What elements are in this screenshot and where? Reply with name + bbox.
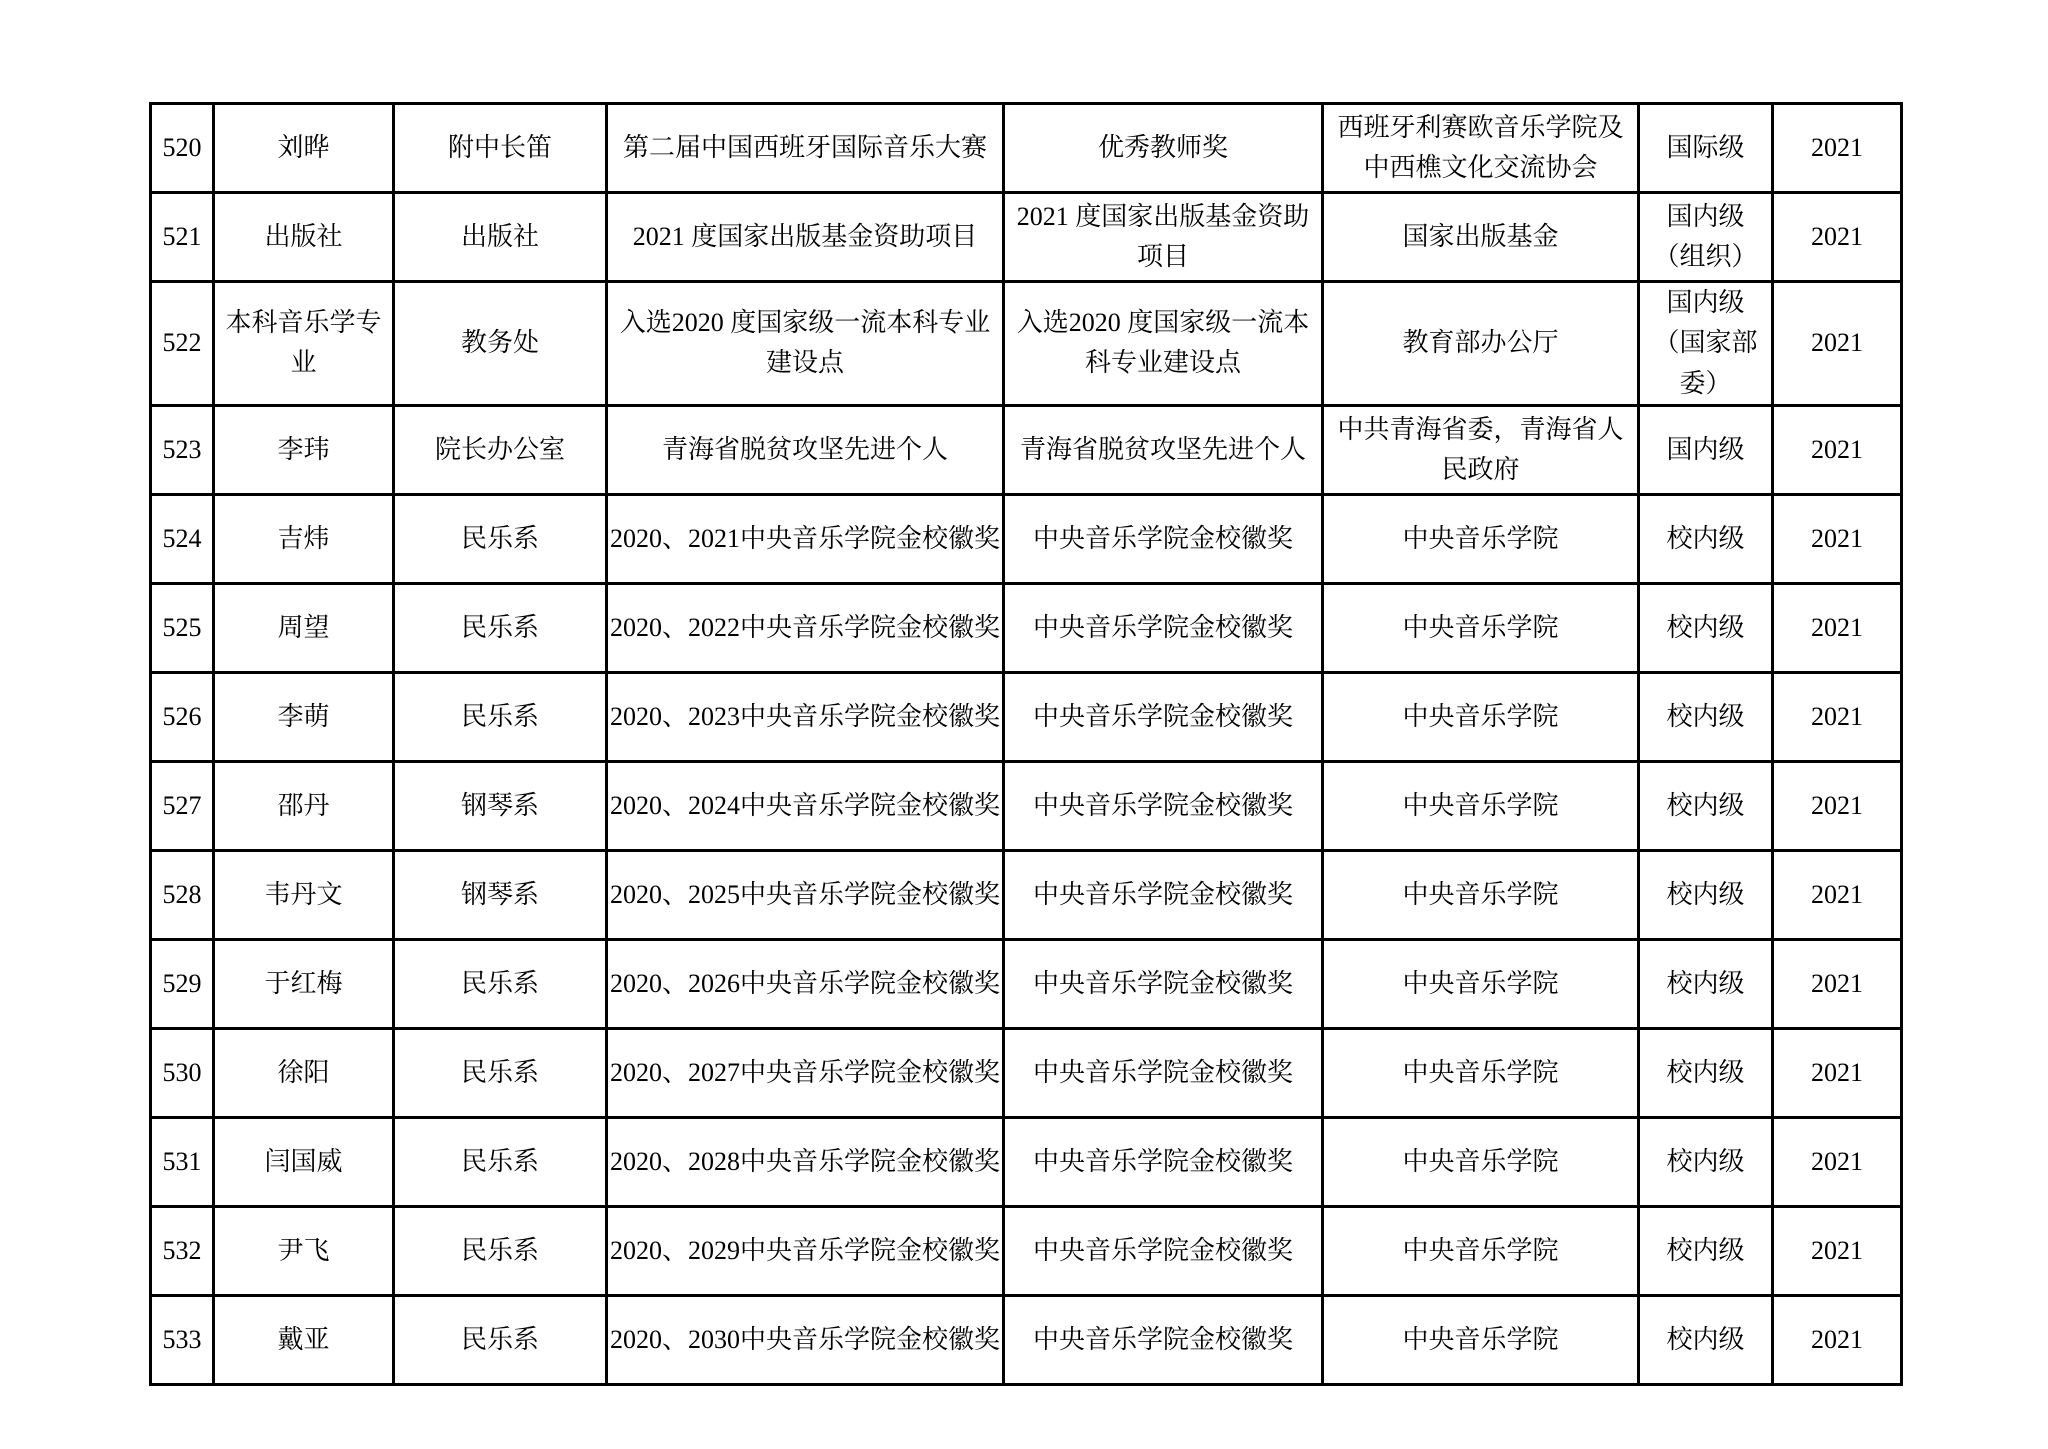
row-number-cell: 531	[151, 1117, 214, 1206]
organization-cell: 西班牙利赛欧音乐学院及中西樵文化交流协会	[1323, 104, 1639, 193]
level-cell: 校内级	[1639, 672, 1773, 761]
year-cell: 2021	[1773, 761, 1902, 850]
award-name-cell: 2020、2021中央音乐学院金校徽奖	[607, 494, 1004, 583]
table-row	[151, 583, 1902, 672]
row-number-cell: 528	[151, 850, 214, 939]
organization-cell: 中央音乐学院	[1323, 583, 1639, 672]
department-cell: 民乐系	[394, 1295, 607, 1384]
department-cell: 民乐系	[394, 1028, 607, 1117]
department-cell: 钢琴系	[394, 761, 607, 850]
department-cell: 民乐系	[394, 672, 607, 761]
award-name-cell: 2020、2029中央音乐学院金校徽奖	[607, 1206, 1004, 1295]
name-cell: 尹飞	[214, 1206, 394, 1295]
level-cell: 国内级	[1639, 405, 1773, 494]
name-cell: 邵丹	[214, 761, 394, 850]
organization-cell: 中央音乐学院	[1323, 1028, 1639, 1117]
table-row	[151, 850, 1902, 939]
table-row	[151, 282, 1902, 406]
award-title-cell: 入选2020 度国家级一流本科专业建设点	[1004, 282, 1323, 406]
row-number-cell: 523	[151, 405, 214, 494]
name-cell: 戴亚	[214, 1295, 394, 1384]
award-title-cell: 中央音乐学院金校徽奖	[1004, 1117, 1323, 1206]
award-name-cell: 2020、2022中央音乐学院金校徽奖	[607, 583, 1004, 672]
year-cell: 2021	[1773, 850, 1902, 939]
award-name-cell: 入选2020 度国家级一流本科专业建设点	[607, 282, 1004, 406]
award-title-cell: 中央音乐学院金校徽奖	[1004, 850, 1323, 939]
year-cell: 2021	[1773, 672, 1902, 761]
award-title-cell: 2021 度国家出版基金资助项目	[1004, 193, 1323, 282]
name-cell: 闫国威	[214, 1117, 394, 1206]
name-cell: 刘晔	[214, 104, 394, 193]
award-title-cell: 中央音乐学院金校徽奖	[1004, 1028, 1323, 1117]
awards-table-body	[151, 104, 1902, 1385]
award-name-cell: 第二届中国西班牙国际音乐大赛	[607, 104, 1004, 193]
department-cell: 出版社	[394, 193, 607, 282]
award-title-cell: 优秀教师奖	[1004, 104, 1323, 193]
name-cell: 出版社	[214, 193, 394, 282]
year-cell: 2021	[1773, 1028, 1902, 1117]
organization-cell: 国家出版基金	[1323, 193, 1639, 282]
organization-cell: 中央音乐学院	[1323, 672, 1639, 761]
row-number-cell: 533	[151, 1295, 214, 1384]
awards-table	[149, 102, 1903, 1386]
level-cell: 校内级	[1639, 1295, 1773, 1384]
organization-cell: 中央音乐学院	[1323, 939, 1639, 1028]
year-cell: 2021	[1773, 104, 1902, 193]
name-cell: 徐阳	[214, 1028, 394, 1117]
award-title-cell: 中央音乐学院金校徽奖	[1004, 1295, 1323, 1384]
row-number-cell: 532	[151, 1206, 214, 1295]
organization-cell: 中央音乐学院	[1323, 850, 1639, 939]
department-cell: 民乐系	[394, 939, 607, 1028]
organization-cell: 中央音乐学院	[1323, 1206, 1639, 1295]
year-cell: 2021	[1773, 282, 1902, 406]
table-row	[151, 1028, 1902, 1117]
row-number-cell: 529	[151, 939, 214, 1028]
department-cell: 附中长笛	[394, 104, 607, 193]
name-cell: 李玮	[214, 405, 394, 494]
table-row	[151, 672, 1902, 761]
year-cell: 2021	[1773, 1206, 1902, 1295]
award-title-cell: 中央音乐学院金校徽奖	[1004, 939, 1323, 1028]
award-title-cell: 中央音乐学院金校徽奖	[1004, 494, 1323, 583]
department-cell: 民乐系	[394, 494, 607, 583]
table-row	[151, 193, 1902, 282]
table-row	[151, 1117, 1902, 1206]
table-row	[151, 494, 1902, 583]
department-cell: 钢琴系	[394, 850, 607, 939]
department-cell: 民乐系	[394, 1117, 607, 1206]
organization-cell: 中央音乐学院	[1323, 761, 1639, 850]
year-cell: 2021	[1773, 494, 1902, 583]
level-cell: 校内级	[1639, 583, 1773, 672]
level-cell: 校内级	[1639, 850, 1773, 939]
award-name-cell: 2020、2025中央音乐学院金校徽奖	[607, 850, 1004, 939]
level-cell: 校内级	[1639, 1206, 1773, 1295]
award-name-cell: 2020、2030中央音乐学院金校徽奖	[607, 1295, 1004, 1384]
table-row	[151, 1206, 1902, 1295]
level-cell: 校内级	[1639, 1117, 1773, 1206]
department-cell: 民乐系	[394, 1206, 607, 1295]
award-title-cell: 中央音乐学院金校徽奖	[1004, 583, 1323, 672]
organization-cell: 教育部办公厅	[1323, 282, 1639, 406]
table-row	[151, 939, 1902, 1028]
level-cell: 校内级	[1639, 939, 1773, 1028]
name-cell: 吉炜	[214, 494, 394, 583]
year-cell: 2021	[1773, 583, 1902, 672]
level-cell: 校内级	[1639, 761, 1773, 850]
award-title-cell: 青海省脱贫攻坚先进个人	[1004, 405, 1323, 494]
award-name-cell: 青海省脱贫攻坚先进个人	[607, 405, 1004, 494]
department-cell: 教务处	[394, 282, 607, 406]
award-name-cell: 2020、2027中央音乐学院金校徽奖	[607, 1028, 1004, 1117]
row-number-cell: 530	[151, 1028, 214, 1117]
table-row	[151, 405, 1902, 494]
award-title-cell: 中央音乐学院金校徽奖	[1004, 1206, 1323, 1295]
table-row	[151, 1295, 1902, 1384]
row-number-cell: 524	[151, 494, 214, 583]
organization-cell: 中央音乐学院	[1323, 1117, 1639, 1206]
level-cell: 校内级	[1639, 1028, 1773, 1117]
name-cell: 李萌	[214, 672, 394, 761]
level-cell: 校内级	[1639, 494, 1773, 583]
row-number-cell: 521	[151, 193, 214, 282]
award-title-cell: 中央音乐学院金校徽奖	[1004, 761, 1323, 850]
award-title-cell: 中央音乐学院金校徽奖	[1004, 672, 1323, 761]
level-cell: 国内级（国家部委）	[1639, 282, 1773, 406]
name-cell: 周望	[214, 583, 394, 672]
organization-cell: 中共青海省委，青海省人民政府	[1323, 405, 1639, 494]
row-number-cell: 527	[151, 761, 214, 850]
name-cell: 本科音乐学专业	[214, 282, 394, 406]
name-cell: 于红梅	[214, 939, 394, 1028]
table-row	[151, 761, 1902, 850]
row-number-cell: 526	[151, 672, 214, 761]
table-row	[151, 104, 1902, 193]
name-cell: 韦丹文	[214, 850, 394, 939]
organization-cell: 中央音乐学院	[1323, 494, 1639, 583]
award-name-cell: 2021 度国家出版基金资助项目	[607, 193, 1004, 282]
level-cell: 国际级	[1639, 104, 1773, 193]
row-number-cell: 525	[151, 583, 214, 672]
award-name-cell: 2020、2023中央音乐学院金校徽奖	[607, 672, 1004, 761]
award-name-cell: 2020、2028中央音乐学院金校徽奖	[607, 1117, 1004, 1206]
department-cell: 民乐系	[394, 583, 607, 672]
row-number-cell: 522	[151, 282, 214, 406]
year-cell: 2021	[1773, 405, 1902, 494]
award-name-cell: 2020、2026中央音乐学院金校徽奖	[607, 939, 1004, 1028]
level-cell: 国内级（组织）	[1639, 193, 1773, 282]
award-name-cell: 2020、2024中央音乐学院金校徽奖	[607, 761, 1004, 850]
organization-cell: 中央音乐学院	[1323, 1295, 1639, 1384]
year-cell: 2021	[1773, 1295, 1902, 1384]
department-cell: 院长办公室	[394, 405, 607, 494]
year-cell: 2021	[1773, 193, 1902, 282]
row-number-cell: 520	[151, 104, 214, 193]
year-cell: 2021	[1773, 1117, 1902, 1206]
year-cell: 2021	[1773, 939, 1902, 1028]
